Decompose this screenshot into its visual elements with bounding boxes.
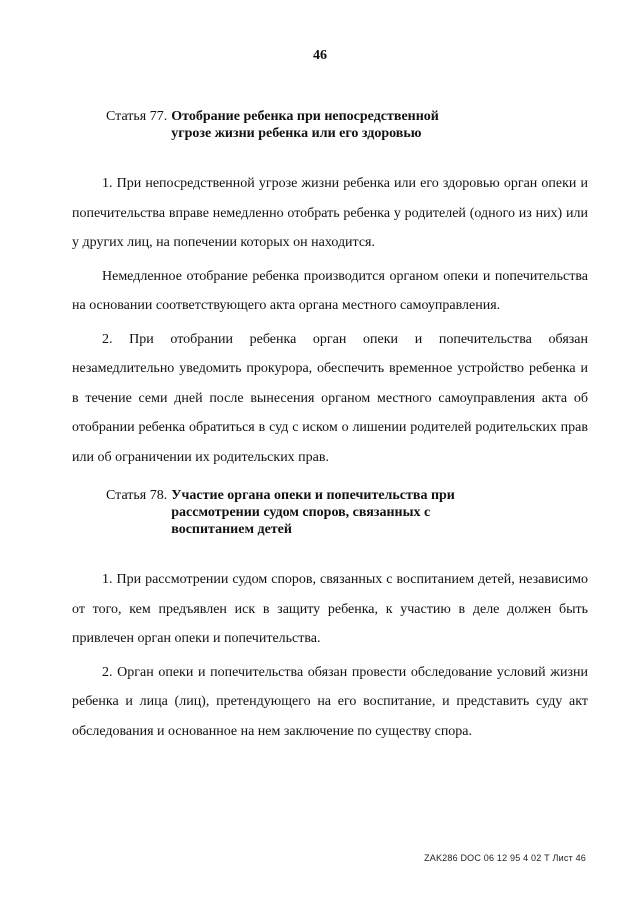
paragraph: 1. При непосредственной угрозе жизни ребенка или его здоровью орган опеки и попечительства вправе немедленно отобрать ребенка у родителей (одного из них) или у других лиц, на попечении которых он находится. <box>72 176 588 250</box>
paragraph: 2. Орган опеки и попечительства обязан провести обследование условий жизни ребенка и лица (лиц), претендующего на его воспитание, и представить суду акт обследования и основанное на нем заключение по существу спора. <box>72 664 588 739</box>
paragraph: 1. При рассмотрении судом споров, связанных с воспитанием детей, независимо от того, кем предъявлен иск в защиту ребенка, к участию в деле должен быть привлечен орган опеки и попечительства. <box>72 572 588 646</box>
article-label: Статья 77. <box>106 109 168 124</box>
article-78-heading <box>106 487 596 538</box>
article-title: Участие органа опеки и попечительства при рассмотрении судом споров, связанных с воспитанием детей <box>171 488 455 537</box>
page-number: 46 <box>313 48 327 63</box>
article-label: Статья 78. <box>106 488 168 503</box>
paragraph: 2. При отобрании ребенка орган опеки и попечительства обязан незамедлительно уведомить прокурора, обеспечить временное устройство ребенка и в течение семи дней после вынесения органом местного самоуправления акта об отобрании ребенка обратиться в суд с иском о лишении родителей родительских прав или об ограничении их родительских прав. <box>72 331 588 465</box>
article-78-body <box>72 565 588 750</box>
article-77-heading <box>106 108 596 142</box>
document-footer: ZAK286 DOC 06 12 95 4 02 Т Лист 46 <box>424 853 586 863</box>
paragraph: Немедленное отобрание ребенка производится органом опеки и попечительства на основании соответствующего акта органа местного самоуправления. <box>72 268 588 313</box>
article-title: Отобрание ребенка при непосредственной угрозе жизни ребенка или его здоровью <box>171 109 439 141</box>
article-77-body <box>72 169 588 476</box>
